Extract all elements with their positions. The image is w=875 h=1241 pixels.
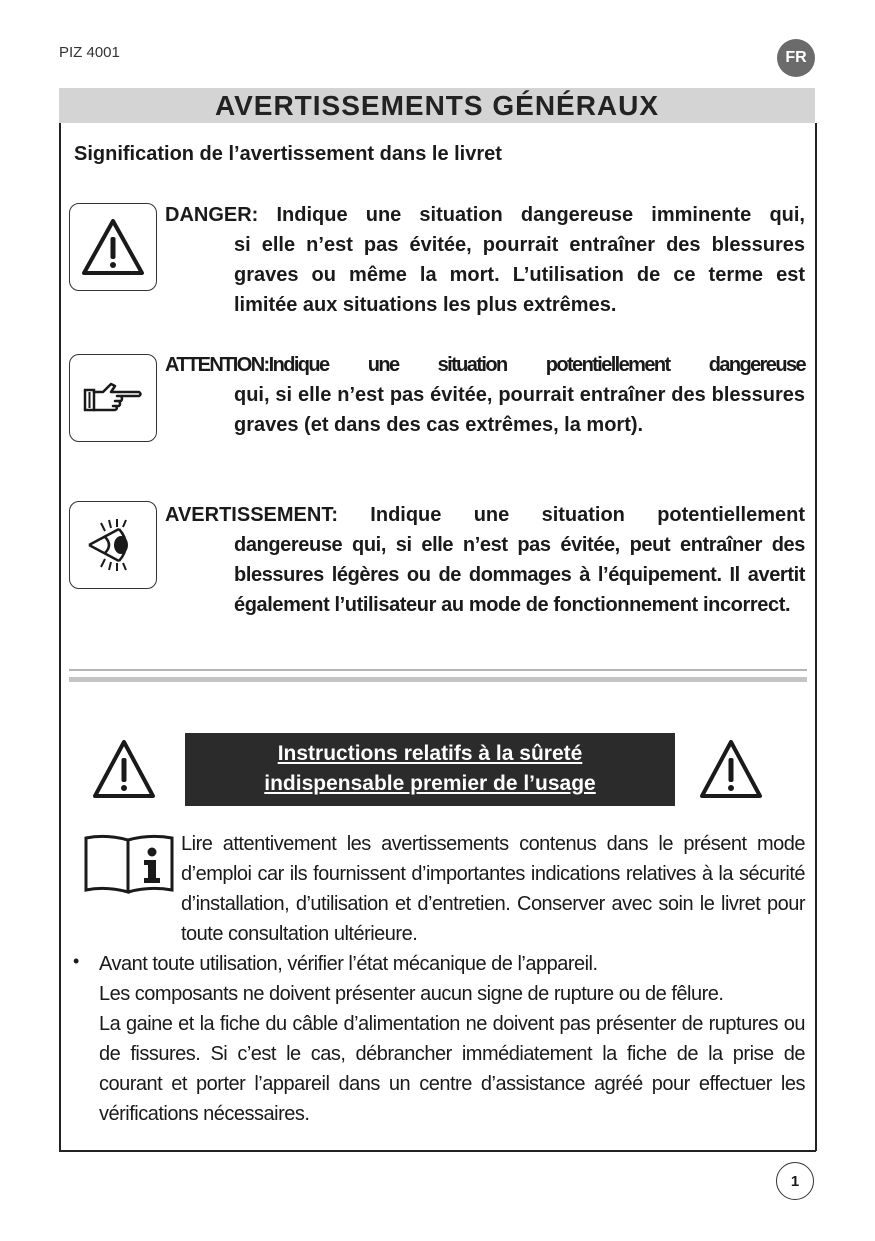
page-title: AVERTISSEMENTS GÉNÉRAUX — [214, 90, 660, 121]
read-manual-paragraph: Lire attentivement les avertissements contenus dans le présent mode d’emploi car ils fournissent d’importantes indications relatives à la sécurité d’installation, d’utilisation et d’entretien. Conserver avec soin le livret pour toute consultation ultérieure. — [181, 833, 805, 945]
page-number: 1 — [776, 1162, 814, 1200]
safety-instructions-line1: Instructions relatifs à la sûreté — [277, 742, 583, 765]
eye-icon — [83, 515, 143, 575]
separator-thick — [69, 677, 807, 682]
section-heading: Signification de l’avertissement dans le livret — [74, 143, 502, 165]
separator-thin — [69, 669, 807, 671]
read-manual-icon — [84, 832, 174, 894]
danger-warning — [165, 200, 805, 320]
frame-bottom-border — [59, 1150, 816, 1152]
safety-instructions-line2: indispensable premier de l’usage — [264, 772, 596, 795]
attention-body: qui, si elle n’est pas évitée, pourrait entraîner des blessures graves (et dans des cas extrêmes, la mort). — [234, 384, 805, 436]
bullet-marker: • — [73, 951, 80, 971]
avertissement-warning — [165, 500, 805, 620]
attention-warning — [165, 350, 805, 440]
avertissement-icon-box — [69, 501, 157, 589]
attention-icon-box — [69, 354, 157, 442]
avertissement-line1: Indique une situation potentiellement — [370, 504, 805, 526]
bullet-line2: Les composants ne doivent présenter aucun signe de rupture ou de fêlure. — [99, 983, 724, 1005]
bullet-item — [99, 949, 805, 1129]
model-number: PIZ 4001 — [59, 44, 120, 61]
danger-body: si elle n’est pas évitée, pourrait entraîner des blessures graves ou même la mort. L’utilisation de ce terme est limitée aux situations les plus extrêmes. — [234, 234, 805, 316]
title-bar — [59, 88, 815, 123]
attention-term: ATTENTION: — [165, 354, 269, 376]
attention-line1: Indique une situation potentiellement dangereuse — [268, 354, 805, 376]
danger-icon-box — [69, 203, 157, 291]
danger-term: DANGER: — [165, 204, 259, 226]
danger-line1: Indique une situation dangereuse imminente qui, — [276, 204, 805, 226]
language-badge: FR — [777, 39, 815, 77]
warning-triangle-icon — [698, 738, 764, 800]
frame-left-border — [59, 123, 61, 1151]
bullet-line3: La gaine et la fiche du câble d’alimentation ne doivent pas présenter de ruptures ou de fissures. Si c’est le cas, débrancher immédiatement la fiche de la prise de courant et porter l’appareil dans un centre d’assistance agréé pour effectuer les vérifications nécessaires. — [99, 1013, 805, 1125]
bullet-line1: Avant toute utilisation, vérifier l’état mécanique de l’appareil. — [99, 953, 598, 975]
warning-triangle-icon — [80, 217, 146, 277]
pointing-hand-icon — [81, 378, 145, 418]
avertissement-term: AVERTISSEMENT: — [165, 504, 338, 526]
frame-right-border — [815, 123, 817, 1151]
warning-triangle-icon — [91, 738, 157, 800]
avertissement-body: dangereuse qui, si elle n’est pas évitée, peut entraîner des blessures légères ou de dommages à l’équipement. Il avertit également l’utilisateur au mode de fonctionnement incorrect. — [234, 534, 805, 616]
safety-instructions-box — [185, 733, 675, 806]
